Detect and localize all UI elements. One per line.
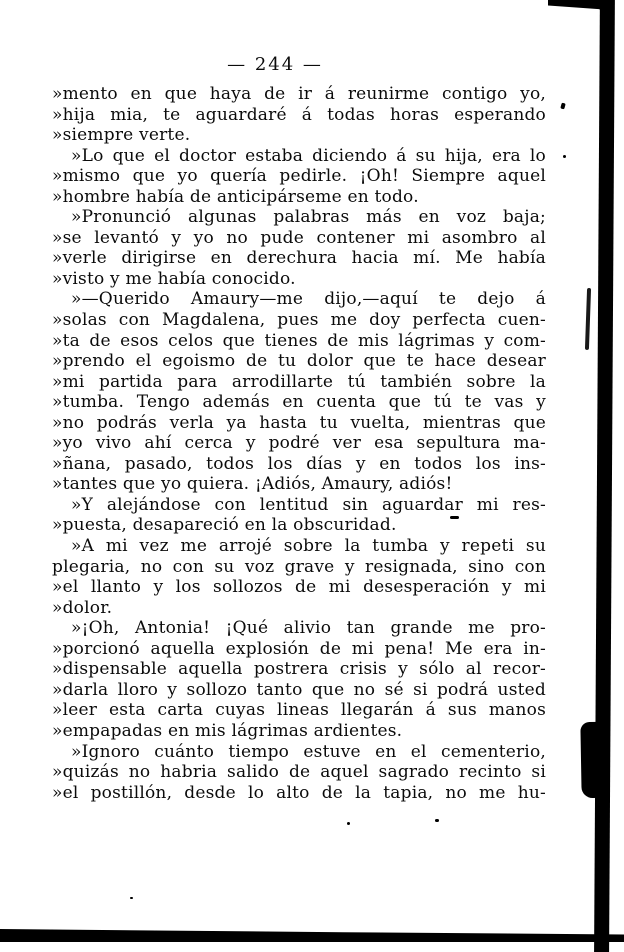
text-line: »empapadas en mis lágrimas ardientes. (52, 720, 403, 741)
text-line: »mi partida para arrodillarte tú también sobre la (52, 371, 546, 392)
text-line: »mento en que haya de ir á reunirme contigo yo, (52, 84, 546, 104)
text-line: »—Querido Amaury—me dijo,—aquí te dejo á (71, 289, 546, 310)
text-line: »yo vivo ahí cerca y podré ver esa sepultura ma- (52, 433, 546, 454)
text-line: »tumba. Tengo además en cuenta que tú te vas y (52, 392, 546, 413)
scan-speck (450, 516, 459, 519)
text-line: »¡Oh, Antonia! ¡Qué alivio tan grande me pro- (71, 618, 546, 639)
scan-speck (560, 103, 565, 110)
text-line: »darla lloro y sollozo tanto que no sé si podrá usted (52, 679, 546, 700)
text-line: »porcionó aquella explosión de mi pena! Me era in- (52, 638, 546, 659)
text-line: »solas con Magdalena, pues me doy perfecta cuen- (52, 310, 546, 331)
scan-gutter-band (594, 0, 615, 952)
scan-scratch (585, 288, 591, 350)
text-line: »puesta, desapareció en la obscuridad. (52, 515, 397, 536)
text-line: »verle dirigirse en derechura hacia mí. Me había (52, 248, 546, 269)
text-line: »quizás no habria salido de aquel sagrado recinto si (52, 762, 546, 783)
page-number: — 244 — (227, 54, 323, 75)
text-line: »Lo que el doctor estaba diciendo á su hija, era lo (71, 145, 546, 166)
text-line: »ñana, pasado, todos los días y en todos los ins- (52, 453, 546, 474)
text-line: »el postillón, desde lo alto de la tapia, no me hu- (52, 782, 546, 803)
scan-speck (563, 155, 566, 158)
text-line: »Ignoro cuánto tiempo estuve en el cementerio, (71, 741, 546, 762)
text-line: »prendo el egoismo de tu dolor que te hace desear (52, 351, 546, 372)
scan-speck (347, 822, 350, 825)
text-line: »no podrás verla ya hasta tu vuelta, mientras que (52, 412, 546, 433)
text-line: »el llanto y los sollozos de mi desesperación y mi (52, 577, 546, 598)
scan-speck (130, 897, 133, 899)
scan-speck (435, 819, 439, 822)
text-line: »hombre había de anticipárseme en todo. (52, 186, 419, 207)
text-line: »dispensable aquella postrera crisis y sólo al recor- (52, 659, 546, 680)
text-line: »Y alejándose con lentitud sin aguardar mi res- (71, 494, 546, 515)
text-line: plegaria, no con su voz grave y resignada, sino con (52, 556, 546, 577)
text-line: »Pronunció algunas palabras más en voz baja; (71, 207, 546, 228)
text-line: »hija mia, te aguardaré á todas horas esperando (52, 104, 546, 125)
text-line: »mismo que yo quería pedirle. ¡Oh! Siempre aquel (52, 166, 546, 187)
scan-blob (580, 722, 602, 798)
scan-mark-bottom (0, 929, 624, 942)
text-line: »siempre verte. (52, 125, 191, 146)
text-column (52, 84, 546, 803)
text-line: »visto y me había conocido. (52, 268, 296, 289)
text-line: »ta de esos celos que tienes de mis lágrimas y com- (52, 330, 546, 351)
text-line: »dolor. (52, 597, 113, 618)
text-line: »se levantó y yo no pude contener mi asombro al (52, 227, 546, 248)
text-line: »A mi vez me arrojé sobre la tumba y repeti su (71, 536, 546, 557)
text-line: »leer esta carta cuyas lineas llegarán á sus manos (52, 700, 546, 721)
text-line: »tantes que yo quiera. ¡Adiós, Amaury, adiós! (52, 474, 453, 495)
